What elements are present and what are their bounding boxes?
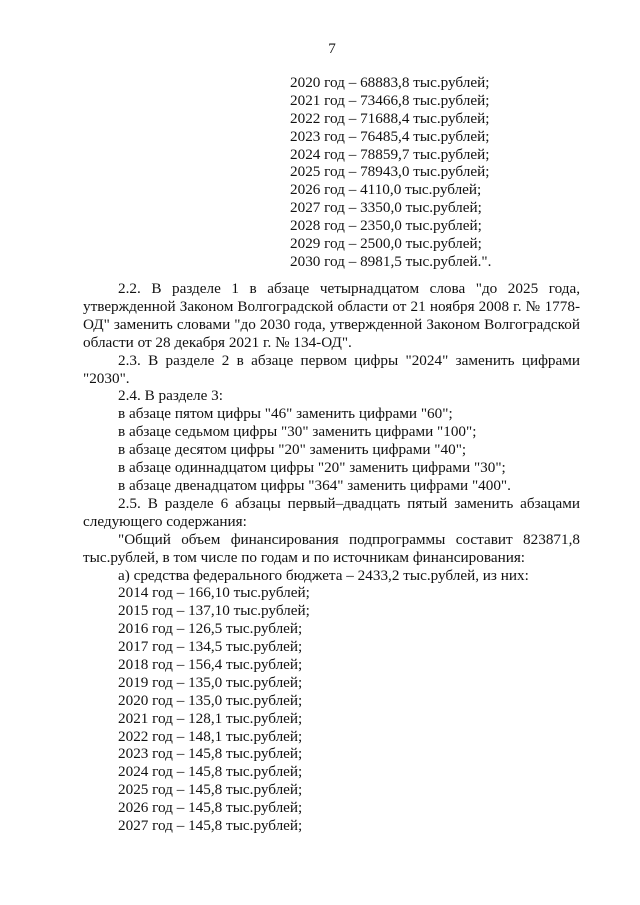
- paragraph-2-4-item: в абзаце седьмом цифры "30" заменить цифрами "100";: [118, 423, 477, 441]
- list-item: 2030 год – 8981,5 тыс.рублей.".: [290, 252, 492, 270]
- list-item: 2025 год – 145,8 тыс.рублей;: [118, 781, 303, 799]
- paragraph-2-4-item: в абзаце пятом цифры "46" заменить цифрами "60";: [118, 405, 453, 423]
- list-item: 2018 год – 156,4 тыс.рублей;: [118, 655, 303, 673]
- list-item: 2023 год – 145,8 тыс.рублей;: [118, 745, 303, 763]
- list-item: 2027 год – 3350,0 тыс.рублей;: [290, 199, 482, 217]
- list-item: 2022 год – 71688,4 тыс.рублей;: [290, 109, 490, 127]
- list-item: 2015 год – 137,10 тыс.рублей;: [118, 602, 310, 620]
- list-item: 2014 год – 166,10 тыс.рублей;: [118, 584, 310, 602]
- list-item: 2023 год – 76485,4 тыс.рублей;: [290, 127, 490, 145]
- paragraph-financing-total: "Общий объем финансирования подпрограммы составит 823871,8 тыс.рублей, в том числе по годам и по источникам финансирования:: [83, 530, 580, 566]
- top-year-list: [290, 74, 491, 271]
- list-item: 2025 год – 78943,0 тыс.рублей;: [290, 163, 490, 181]
- paragraph-federal-budget: а) средства федерального бюджета – 2433,2 тыс.рублей, из них:: [118, 566, 529, 584]
- list-item: 2026 год – 145,8 тыс.рублей;: [118, 799, 303, 817]
- list-item: 2029 год – 2500,0 тыс.рублей;: [290, 235, 482, 253]
- list-item: 2019 год – 135,0 тыс.рублей;: [118, 673, 303, 691]
- paragraph-2-4: 2.4. В разделе 3:: [118, 387, 223, 405]
- federal-year-list: [83, 584, 580, 834]
- paragraph-2-4-item: в абзаце двенадцатом цифры "364" заменить цифрами "400".: [118, 476, 511, 494]
- paragraph-2-4-item: в абзаце десятом цифры "20" заменить цифрами "40";: [118, 441, 467, 459]
- document-body: [83, 280, 580, 835]
- list-item: 2020 год – 68883,8 тыс.рублей;: [290, 74, 490, 91]
- list-item: 2017 год – 134,5 тыс.рублей;: [118, 638, 303, 656]
- list-item: 2016 год – 126,5 тыс.рублей;: [118, 620, 303, 638]
- list-item: 2027 год – 145,8 тыс.рублей;: [118, 816, 303, 834]
- list-item: 2021 год – 73466,8 тыс.рублей;: [290, 91, 490, 109]
- paragraph-2-5: 2.5. В разделе 6 абзацы первый–двадцать пятый заменить абзацами следующего содержания:: [83, 494, 580, 530]
- paragraph-2-4-item: в абзаце одиннадцатом цифры "20" заменить цифрами "30";: [118, 459, 506, 477]
- list-item: 2022 год – 148,1 тыс.рублей;: [118, 727, 303, 745]
- list-item: 2024 год – 145,8 тыс.рублей;: [118, 763, 303, 781]
- list-item: 2028 год – 2350,0 тыс.рублей;: [290, 217, 482, 235]
- page-number: 7: [328, 40, 336, 57]
- list-item: 2021 год – 128,1 тыс.рублей;: [118, 709, 303, 727]
- paragraph-2-3: 2.3. В разделе 2 в абзаце первом цифры "2024" заменить цифрами "2030".: [83, 351, 580, 387]
- list-item: 2024 год – 78859,7 тыс.рублей;: [290, 145, 490, 163]
- list-item: 2020 год – 135,0 тыс.рублей;: [118, 691, 303, 709]
- paragraph-2-2: 2.2. В разделе 1 в абзаце четырнадцатом слова "до 2025 года, утвержденной Законом Волгоградской области от 21 ноября 2008 г. № 1778-ОД" заменить словами "до 2030 года, утвержденной Законом Волгоградской области от 28 декабря 2021 г. № 134-ОД".: [83, 280, 580, 351]
- list-item: 2026 год – 4110,0 тыс.рублей;: [290, 181, 482, 199]
